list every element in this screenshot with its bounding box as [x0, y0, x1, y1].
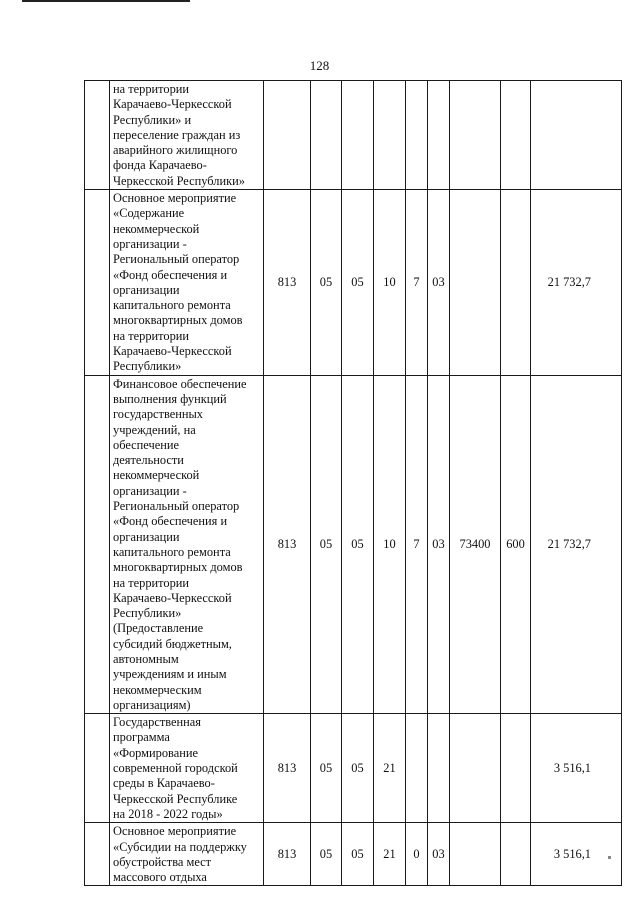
amount-cell — [531, 81, 622, 190]
section-cell: 05 — [311, 823, 342, 886]
page-number: 128 — [309, 58, 330, 73]
expense-type-cell — [501, 81, 531, 190]
subprogram-cell: 7 — [406, 375, 428, 714]
event-cell: 03 — [428, 375, 450, 714]
description-cell: Основное мероприятие «Содержание некоммерческой организации - Региональный оператор «Фонд обеспечения и организации капитального ремонта многоквартирных домов на территории Карачаево-Черкесской Республики» — [110, 190, 264, 376]
expense-type-cell — [501, 714, 531, 823]
subprogram-cell: 7 — [406, 190, 428, 376]
program-cell — [374, 81, 406, 190]
table-row — [85, 823, 622, 886]
amount-cell: 3 516,1 — [531, 823, 622, 886]
row-marker-cell — [85, 190, 110, 376]
top-rule — [22, 0, 190, 2]
section-cell: 05 — [311, 375, 342, 714]
event-cell — [428, 714, 450, 823]
direction-cell — [450, 190, 501, 376]
section-cell: 05 — [311, 190, 342, 376]
subsection-cell: 05 — [342, 375, 374, 714]
description-cell: Основное мероприятие «Субсидии на поддержку обустройства мест массового отдыха — [110, 823, 264, 886]
section-cell — [311, 81, 342, 190]
subprogram-cell — [406, 714, 428, 823]
direction-cell — [450, 823, 501, 886]
table-row — [85, 375, 622, 714]
program-cell: 10 — [374, 375, 406, 714]
direction-cell — [450, 81, 501, 190]
expense-type-cell — [501, 190, 531, 376]
event-cell — [428, 81, 450, 190]
description-cell: Государственная программа «Формирование современной городской среды в Карачаево- Черкесской Республике на 2018 - 2022 годы» — [110, 714, 264, 823]
amount-cell: 3 516,1 — [531, 714, 622, 823]
direction-cell — [450, 714, 501, 823]
ministry-cell: 813 — [264, 823, 311, 886]
ministry-cell: 813 — [264, 375, 311, 714]
table-row — [85, 714, 622, 823]
amount-cell: 21 732,7 — [531, 375, 622, 714]
section-cell: 05 — [311, 714, 342, 823]
table-row — [85, 190, 622, 376]
amount-cell: 21 732,7 — [531, 190, 622, 376]
expense-type-cell: 600 — [501, 375, 531, 714]
row-marker-cell — [85, 375, 110, 714]
row-marker-cell — [85, 714, 110, 823]
expense-type-cell — [501, 823, 531, 886]
description-cell: на территории Карачаево-Черкесской Республики» и переселение граждан из аварийного жилищного фонда Карачаево- Черкесской Республики» — [110, 81, 264, 190]
program-cell: 21 — [374, 714, 406, 823]
subsection-cell: 05 — [342, 714, 374, 823]
program-cell: 21 — [374, 823, 406, 886]
ministry-cell: 813 — [264, 714, 311, 823]
subsection-cell: 05 — [342, 823, 374, 886]
row-marker-cell — [85, 81, 110, 190]
ministry-cell — [264, 81, 311, 190]
budget-table — [84, 80, 622, 886]
subprogram-cell: 0 — [406, 823, 428, 886]
direction-cell: 73400 — [450, 375, 501, 714]
description-cell: Финансовое обеспечение выполнения функций государственных учреждений, на обеспечение деятельности некоммерческой организации - Региональный оператор «Фонд обеспечения и организации капитального ремонта многоквартирных домов на территории Карачаево-Черкесской Республики» (Предоставление субсидий бюджетным, автономным учреждениям и иным некоммерческим организациям) — [110, 375, 264, 714]
ministry-cell: 813 — [264, 190, 311, 376]
scan-speck — [608, 856, 611, 859]
event-cell: 03 — [428, 190, 450, 376]
subsection-cell: 05 — [342, 190, 374, 376]
subprogram-cell — [406, 81, 428, 190]
event-cell: 03 — [428, 823, 450, 886]
table-row — [85, 81, 622, 190]
program-cell: 10 — [374, 190, 406, 376]
row-marker-cell — [85, 823, 110, 886]
subsection-cell — [342, 81, 374, 190]
